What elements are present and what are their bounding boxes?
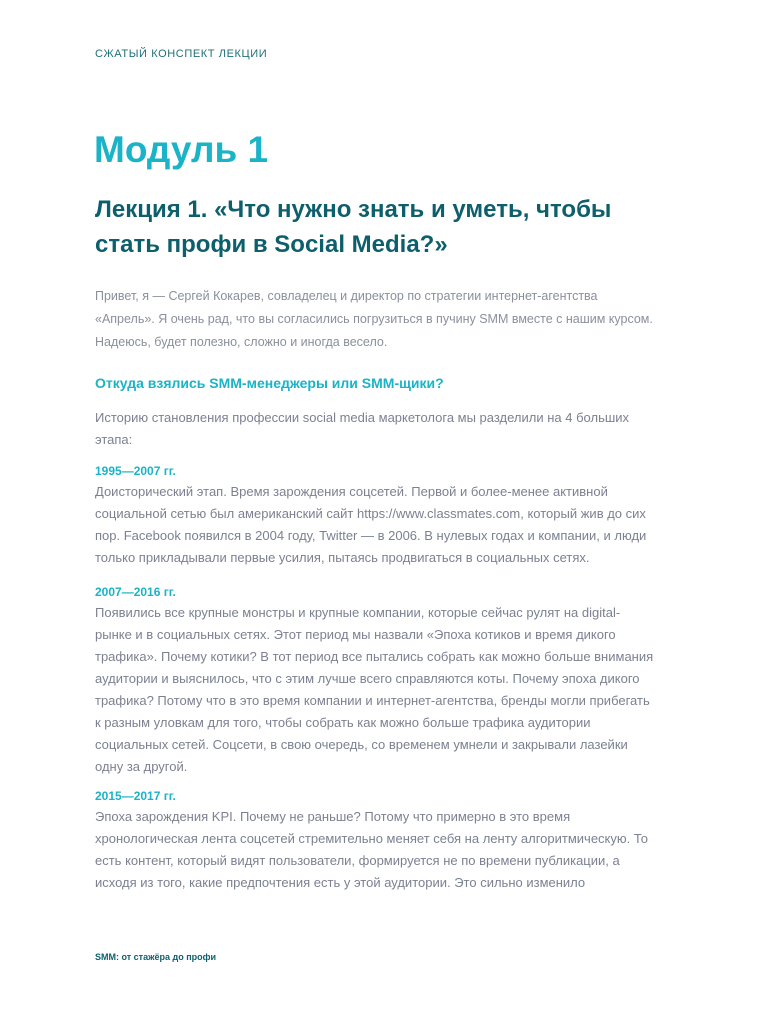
lecture-title: Лекция 1. «Что нужно знать и уметь, чтобы стать профи в Social Media?»: [95, 196, 612, 258]
period-1995-2007: [95, 461, 655, 569]
period-2015-2017: [95, 786, 655, 894]
period-title: 2015—2017 гг.: [95, 789, 176, 803]
module-title: Модуль 1: [94, 129, 269, 170]
section-heading: Откуда взялись SMM-менеджеры или SMM-щики?: [95, 375, 444, 391]
period-title: 2007—2016 гг.: [95, 585, 176, 599]
period-title: 1995—2007 гг.: [95, 464, 176, 478]
document-kicker: СЖАТЫЙ КОНСПЕКТ ЛЕКЦИИ: [95, 48, 268, 60]
period-text: Эпоха зарождения KPI. Почему не раньше? Потому что примерно в это время хронологическая лента соцсетей стремительно меняет себя на ленту алгоритмическую. То есть контент, который видят пользователи, формируется не по времени публикации, а исходя из того, какие предпочтения есть у этой аудитории. Это сильно изменило: [95, 809, 649, 890]
footer-course-name: SMM: от стажёра до профи: [95, 952, 217, 962]
period-text: Появились все крупные монстры и крупные компании, которые сейчас рулят на digital-рынке и в социальных сетях. Этот период мы назвали «Эпоха котиков и время дикого трафика». Почему котики? В тот период все пытались собрать как можно больше внимания аудитории и выяснилось, что с этим лучше всего справляются коты. Почему эпоха дикого трафика? Потому что в это время компании и интернет-агентства, бренды могли прибегать к разным уловкам для того, чтобы собрать как можно больше трафика аудитории социальных сетей. Соцсети, в свою очередь, со временем умнели и закрывали лазейки одну за другой.: [95, 605, 654, 774]
period-text: Доисторический этап. Время зарождения соцсетей. Первой и более-менее активной социальной сетью был американский сайт https://www.classmates.com, который жив до сих пор. Facebook появился в 2004 году, Twitter — в 2006. В нулевых годах и компании, и люди только прикладывали первые усилия, пытаясь продвигаться в социальных сетях.: [95, 484, 647, 565]
period-2007-2016: [95, 582, 655, 778]
intro-paragraph: Привет, я — Сергей Кокарев, совладелец и директор по стратегии интернет-агентства «Апрель». Я очень рад, что вы согласились погрузиться в пучину SMM вместе с нашим курсом. Надеюсь, будет полезно, сложно и иногда весело.: [95, 289, 653, 349]
section-lead: Историю становления профессии social media маркетолога мы разделили на 4 больших этапа:: [95, 410, 630, 447]
